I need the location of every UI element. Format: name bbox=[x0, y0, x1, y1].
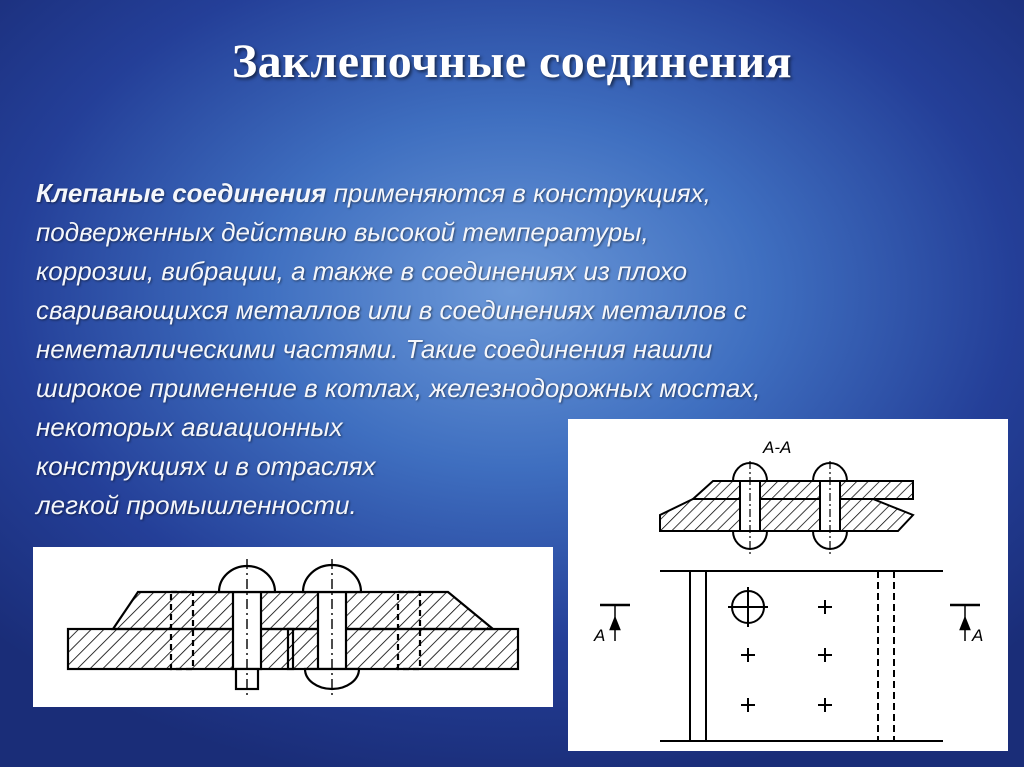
paragraph-line-6: широкое применение в котлах, железнодорожных мостах, bbox=[36, 373, 761, 403]
paragraph-line-9: легкой промышленности. bbox=[36, 490, 357, 520]
upper-plate-section bbox=[693, 481, 913, 499]
rivet-joint-drawing-right bbox=[568, 419, 1008, 751]
slide-title: Заклепочные соединения bbox=[231, 35, 793, 88]
section-arrow-left bbox=[611, 619, 619, 629]
lower-plate-section bbox=[660, 499, 913, 531]
paragraph-line-5: неметаллическими частями. Такие соединения нашли bbox=[36, 334, 713, 364]
paragraph-line-7: некоторых авиационных bbox=[36, 412, 343, 442]
paragraph-line-1 bbox=[36, 174, 1008, 213]
section-arrow-label-left: А bbox=[594, 626, 606, 645]
paragraph-line-4: сваривающихся металлов или в соединениях металлов с bbox=[36, 295, 747, 325]
paragraph-line-3: коррозии, вибрации, а также в соединениях из плохо bbox=[36, 256, 688, 286]
lap-joint-svg bbox=[568, 419, 1008, 751]
section-label: А-А bbox=[763, 438, 792, 457]
paragraph-line-1-rest: применяются в конструкциях, bbox=[326, 178, 711, 208]
plan-rivet-marks bbox=[741, 600, 832, 712]
paragraph-lead: Клепаные соединения bbox=[36, 178, 327, 208]
paragraph-line-2: подверженных действию высокой температуры, bbox=[36, 217, 649, 247]
rivet-joint-section-svg bbox=[33, 547, 553, 707]
section-arrow-right bbox=[961, 619, 969, 629]
rivet-joint-drawing-left bbox=[33, 547, 553, 707]
section-arrow-label-right: А bbox=[972, 626, 984, 645]
paragraph-line-8: конструкциях и в отраслях bbox=[36, 451, 376, 481]
